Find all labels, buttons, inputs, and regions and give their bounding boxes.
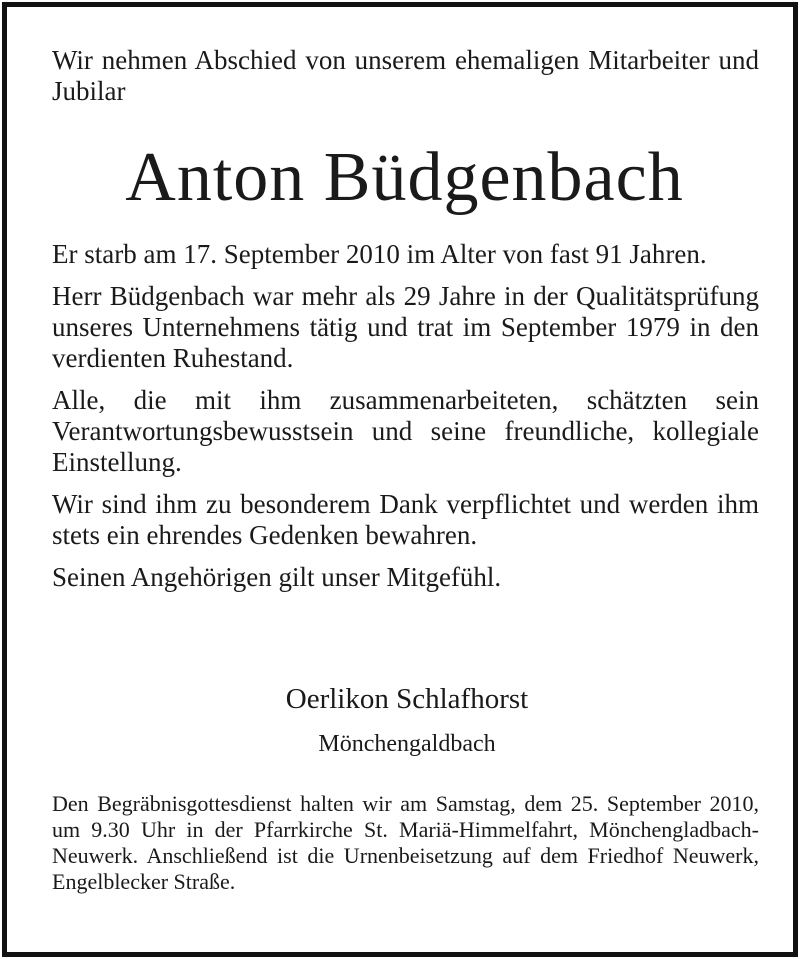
- deceased-name: Anton Büdgenbach: [125, 139, 684, 216]
- notice-frame: [2, 2, 798, 957]
- company-name: Oerlikon Schlafhorst: [285, 683, 529, 715]
- notice-body: [52, 239, 759, 604]
- appreciation-paragraph: Alle, die mit ihm zusammenarbeiteten, schätzten sein Verantwortungsbewusstsein und seine freundliche, kollegiale Einstellung.: [52, 385, 759, 477]
- death-date-paragraph: Er starb am 17. September 2010 im Alter von fast 91 Jahren.: [52, 239, 707, 269]
- company-city: Mönchengaldbach: [318, 731, 496, 757]
- funeral-info: Den Begräbnisgottesdienst halten wir am Samstag, dem 25. September 2010, um 9.30 Uhr in der Pfarrkirche St. Mariä-Himmelfahrt, Mönchengladbach-Neuwerk. Anschließend ist die Urnenbeisetzung auf dem Friedhof Neuwerk, Engelblecker Straße.: [52, 791, 759, 894]
- career-paragraph: Herr Büdgenbach war mehr als 29 Jahre in der Qualitätsprüfung unseres Unternehmens tätig und trat im September 1979 in den verdienten Ruhestand.: [52, 281, 759, 373]
- intro-text: Wir nehmen Abschied von unserem ehemaligen Mitarbeiter und Jubilar: [52, 45, 759, 106]
- gratitude-paragraph: Wir sind ihm zu besonderem Dank verpflichtet und werden ihm stets ein ehrendes Gedenken bewahren.: [52, 489, 759, 550]
- condolence-paragraph: Seinen Angehörigen gilt unser Mitgefühl.: [52, 562, 502, 592]
